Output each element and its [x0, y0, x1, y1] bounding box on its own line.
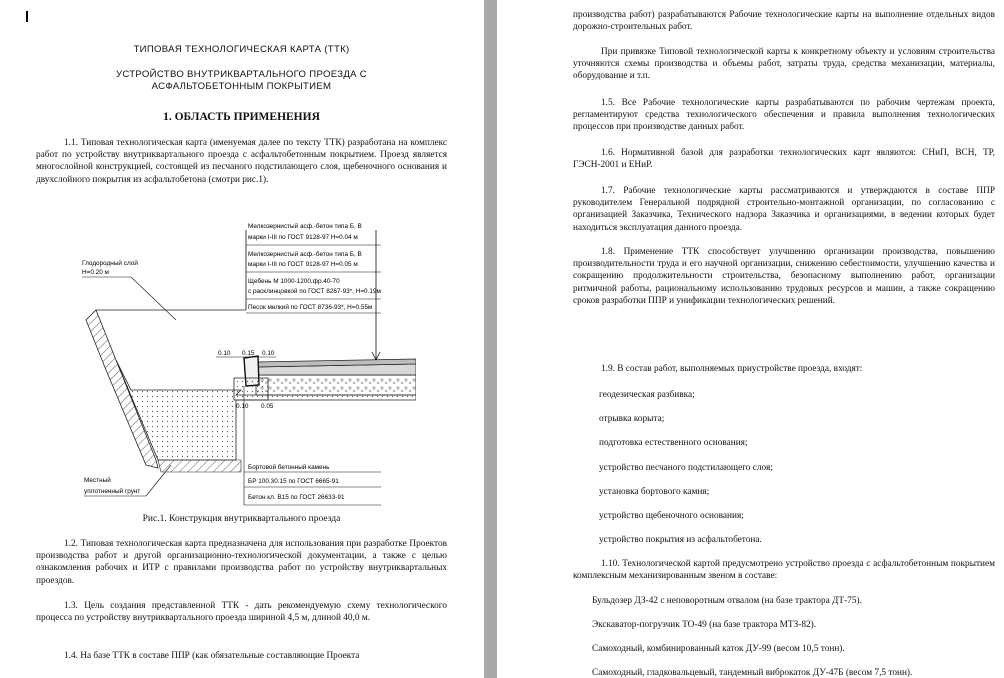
paragraph-1-6: 1.6. Нормативной базой для разработки технологических карт являются: СНиП, ВСН, ТР, ГЭСН-2001 и ЕНиР. — [573, 148, 995, 171]
works-list-item: устройство покрытия из асфальтобетона. — [599, 535, 762, 545]
works-list-item: установка бортового камня; — [599, 487, 710, 497]
works-list-item: подготовка естественного основания; — [599, 438, 748, 448]
machine-list-item: Бульдозер ДЗ-42 с неповоротным отвалом (на базе трактора ДТ-75). — [592, 596, 862, 606]
figure-caption: Рис.1. Конструкция внутриквартального проезда — [142, 514, 341, 524]
figure-dimension-010-b: 0.10 — [262, 350, 275, 357]
left-page — [0, 0, 484, 678]
works-list-item: устройство щебеночного основания; — [599, 511, 744, 521]
document-title: ТИПОВАЯ ТЕХНОЛОГИЧЕСКАЯ КАРТА (ТТК) — [133, 44, 350, 55]
figure-curb-concrete: Бетон кл. В15 по ГОСТ 26633-91 — [248, 494, 345, 501]
paragraph-binding: При привязке Типовой технологической карты к конкретному объекту и условиям строительства уточняются схемы производства и объемы работ, затраты труда, средства механизации, материалы, оборудование и т.п. — [573, 47, 995, 82]
figure-layer-1-spec: марки I-III по ГОСТ 9128-97 H=0.04 м — [248, 234, 358, 241]
figure-layer-3-label: Щебень М 1000-1200,фр.40-70 — [248, 278, 340, 285]
paragraph-1-9: 1.9. В состав работ, выполняемых приустройстве проезда, входят: — [601, 364, 863, 374]
paragraph-1-4: 1.4. На базе ТТК в составе ППР (как обязательные составляющие Проекта — [64, 651, 360, 661]
figure-dimension-015: 0.15 — [242, 350, 255, 357]
figure-layer-2-spec: марки I-III по ГОСТ 9128-97 H=0.05 м — [248, 261, 358, 268]
paragraph-1-1: 1.1. Типовая технологическая карта (именуемая далее по тексту ТТК) разработана на комплекс работ по устройству внутриквартального проезда с асфальтобетонным покрытием. Проезд является многослойной конструкцией, состоящей из песчаного подстилающего слоя, щебеночного основания и двухслойного покрытия из асфальтобетона (смотри рис.1). — [36, 138, 447, 185]
figure-layer-3-spec: с расклинцовкой по ГОСТ 8267-93*, H=0.19м — [248, 288, 381, 295]
machine-list-item: Самоходный, гладковальцевый, тандемный виброкаток ДУ-47Б (весом 7,5 тонн). — [592, 668, 913, 678]
figure-layer-2-label: Мелкозернистый асф.-бетон типа Б, В — [248, 251, 362, 258]
right-page — [497, 0, 1004, 678]
paragraph-1-2: 1.2. Типовая технологическая карта предназначена для использования при разработке Проектов производства работ и другой организационно-технологической документации, а также с целью ознакомления рабочих и ИТР с правилами производства работ по устройству внутриквартальных проездов. — [36, 539, 447, 586]
figure-dimension-005: 0.05 — [261, 403, 274, 410]
figure-soil-depth: H=0.20 м — [82, 269, 109, 276]
figure-curb-title: Бортовой бетонный камень — [248, 464, 330, 471]
figure-dimension-010: 0.10 — [218, 350, 231, 357]
works-list-item: устройство песчаного подстилающего слоя; — [599, 463, 773, 473]
figure-layer-1-label: Мелкозернистый асф.-бетон типа Б, В — [248, 223, 362, 230]
machine-list-item: Самоходный, комбинированный каток ДУ-99 (весом 10,5 тонн). — [592, 644, 845, 654]
section-heading: 1. ОБЛАСТЬ ПРИМЕНЕНИЯ — [163, 111, 320, 123]
figure-dimension-010-c: 0.10 — [236, 403, 249, 410]
machine-list-item: Экскаватор-погрузчик ТО-49 (на базе трактора МТЗ-82). — [592, 620, 817, 630]
figure-ground-desc: уплотненный грунт — [84, 488, 141, 495]
document-subtitle: УСТРОЙСТВО ВНУТРИКВАРТАЛЬНОГО ПРОЕЗДА С АСФАЛЬТОБЕТОННЫМ ПОКРЫТИЕМ — [115, 69, 368, 92]
paragraph-continued: производства работ) разрабатываются Рабочие технологические карты на выполнение отдельных видов дорожно-строительных работ. — [573, 10, 995, 33]
page-gutter — [484, 0, 497, 678]
figure-layer-4-label: Песок мелкий по ГОСТ 8736-93*, H=0.55м — [248, 304, 373, 311]
paragraph-1-3: 1.3. Цель создания представленной ТТК - дать рекомендуемую схему технологического процесса по устройству внутриквартального проезда шириной 4,5 м, длиной 40,0 м. — [36, 601, 447, 624]
works-list-item: геодезическая разбивка; — [599, 390, 695, 400]
figure-curb-type: БР 100.30.15 по ГОСТ 6665-91 — [248, 478, 339, 485]
figure-ground-label: Местный — [84, 477, 111, 484]
figure-soil-label: Глодородный слой — [82, 260, 138, 267]
paragraph-1-8: 1.8. Применение ТТК способствует улучшению организации производства, повышению производительности труда и его научной организации, снижению себестоимости, улучшению качества и сокращению продолжительности строительства, безопасному выполнению работ, организации ритмичной работы, рациональному использованию трудовых ресурсов и машин, а также сокращению сроков разработки ППР и унификации технологических решений. — [573, 247, 995, 306]
works-list-item: отрывка корыта; — [599, 414, 665, 424]
paragraph-1-10: 1.10. Технологической картой предусмотрено устройство проезда с асфальтобетонным покрытием комплексным механизированным звеном в составе: — [573, 559, 995, 582]
paragraph-1-5: 1.5. Все Рабочие технологические карты разрабатываются по рабочим чертежам проекта, регламентируют средства технологического обеспечения и правила выполнения технологических процессов при производстве данных работ. — [573, 98, 995, 133]
paragraph-1-7: 1.7. Рабочие технологические карты рассматриваются и утверждаются в составе ППР руководителем Генеральной подрядной строительно-монтажной организации, по согласованию с организацией Заказчика, Технического надзора Заказчика и организациями, в ведении которых будет находиться эксплуатация данного проезда. — [573, 186, 995, 233]
road-cross-section-figure — [76, 210, 416, 508]
text-cursor — [26, 11, 28, 22]
